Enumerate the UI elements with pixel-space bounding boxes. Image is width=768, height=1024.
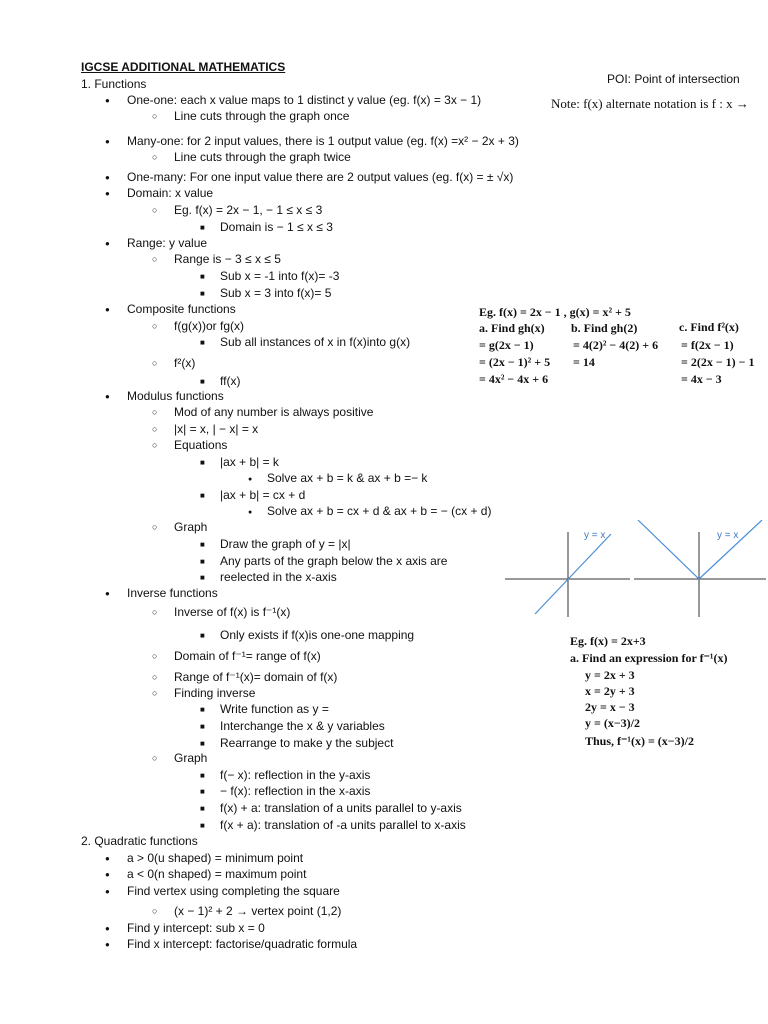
composite-given: Eg. f(x) = 2x − 1 , g(x) = x² + 5 <box>479 305 631 319</box>
outline-item: ■ Sub x = -1 into f(x)= -3 <box>220 269 339 284</box>
outline-item: ● Solve ax + b = k & ax + b =− k <box>267 471 427 486</box>
outline-item: ● Range: y value <box>127 236 207 251</box>
section-heading: 2. Quadratic functions <box>81 834 198 848</box>
composite-c-line: = f(2x − 1) <box>681 338 734 352</box>
outline-item: ○ Finding inverse <box>174 686 255 701</box>
outline-item: ■ Sub all instances of x in f(x)into g(x) <box>220 335 410 350</box>
outline-item: ○ Graph <box>174 520 207 535</box>
outline-item: ○ f(g(x))or fg(x) <box>174 319 244 334</box>
outline-item: ■ Sub x = 3 into f(x)= 5 <box>220 286 331 301</box>
composite-a-line: = 4x² − 4x + 6 <box>479 372 549 386</box>
outline-item: ● a > 0(u shaped) = minimum point <box>127 851 303 866</box>
composite-c-line: = 4x − 3 <box>681 372 722 386</box>
outline-item: ● Domain: x value <box>127 186 213 201</box>
outline-item: ● Modulus functions <box>127 389 224 404</box>
composite-b-head: b. Find gh(2) <box>571 321 638 335</box>
outline-item: ● a < 0(n shaped) = maximum point <box>127 867 306 882</box>
outline-item: ● One-one: each x value maps to 1 distinct y value (eg. f(x) = 3x − 1) <box>127 93 481 108</box>
composite-a-line: = g(2x − 1) <box>479 338 534 352</box>
inverse-task: a. Find an expression for f⁻¹(x) <box>570 651 728 665</box>
inverse-step: y = 2x + 3 <box>585 668 635 682</box>
outline-item: ■ reelected in the x-axis <box>220 570 337 585</box>
inverse-given: Eg. f(x) = 2x+3 <box>570 634 646 648</box>
outline-item: ○ Inverse of f(x) is f⁻¹(x) <box>174 605 290 620</box>
outline-item: ● Find x intercept: factorise/quadratic formula <box>127 937 357 952</box>
composite-c-line: = 2(2x − 1) − 1 <box>681 355 755 369</box>
section-heading: 1. Functions <box>81 77 147 91</box>
composite-b-line: = 14 <box>573 355 595 369</box>
outline-item: ■ Only exists if f(x)is one-one mapping <box>220 628 414 643</box>
outline-item: ■ f(− x): reflection in the y-axis <box>220 768 370 783</box>
outline-item: ○ Line cuts through the graph twice <box>174 150 351 165</box>
composite-a-head: a. Find gh(x) <box>479 321 545 335</box>
outline-item: ○ f²(x) <box>174 356 195 371</box>
outline-item: ● One-many: For one input value there are 2 output values (eg. f(x) = ± √x) <box>127 170 513 185</box>
outline-item: ■ f(x + a): translation of -a units parallel to x-axis <box>220 818 466 833</box>
composite-a-line: = (2x − 1)² + 5 <box>479 355 551 369</box>
outline-item: ● Many-one: for 2 input values, there is 1 output value (eg. f(x) =x² − 2x + 3) <box>127 134 519 149</box>
outline-item: ■ Any parts of the graph below the x axis are <box>220 554 447 569</box>
outline-item: ■ f(x) + a: translation of a units parallel to y-axis <box>220 801 462 816</box>
page-title: IGCSE ADDITIONAL MATHEMATICS <box>81 60 286 74</box>
outline-item: ■ Rearrange to make y the subject <box>220 736 393 751</box>
outline-item: ■ Write function as y = <box>220 702 329 717</box>
outline-item: ○ Range of f⁻¹(x)= domain of f(x) <box>174 670 337 685</box>
outline-item: ○ Domain of f⁻¹= range of f(x) <box>174 649 321 664</box>
outline-item: ■ |ax + b| = k <box>220 455 279 470</box>
modulus-graphs <box>500 520 768 620</box>
left-graph-label: y = x <box>584 530 606 541</box>
right-line-abs-x <box>638 520 762 579</box>
outline-item: ○ (x − 1)² + 2 → vertex point (1,2) <box>174 904 341 919</box>
outline-item: ■ ff(x) <box>220 374 240 389</box>
notation-note: Note: f(x) alternate notation is f : x → <box>551 96 749 111</box>
right-graph-label: y = x <box>717 530 739 541</box>
composite-c-head: c. Find f²(x) <box>679 320 739 334</box>
outline-item: ■ Domain is − 1 ≤ x ≤ 3 <box>220 220 333 235</box>
outline-item: ● Composite functions <box>127 302 236 317</box>
outline-item: ● Solve ax + b = cx + d & ax + b = − (cx + d) <box>267 504 491 519</box>
outline-item: ○ Range is − 3 ≤ x ≤ 5 <box>174 252 281 267</box>
inverse-step: x = 2y + 3 <box>585 684 635 698</box>
outline-item: ■ − f(x): reflection in the x-axis <box>220 784 370 799</box>
outline-item: ● Inverse functions <box>127 586 218 601</box>
outline-item: ■ |ax + b| = cx + d <box>220 488 305 503</box>
outline-item: ○ Graph <box>174 751 207 766</box>
outline-item: ● Find y intercept: sub x = 0 <box>127 921 265 936</box>
outline-item: ○ Equations <box>174 438 227 453</box>
poi-note: POI: Point of intersection <box>607 72 740 86</box>
outline-item: ○ Eg. f(x) = 2x − 1, − 1 ≤ x ≤ 3 <box>174 203 322 218</box>
inverse-step: y = (x−3)/2 <box>585 716 641 730</box>
outline-item: ○ |x| = x, | − x| = x <box>174 422 258 437</box>
outline-item: ■ Interchange the x & y variables <box>220 719 385 734</box>
outline-item: ■ Draw the graph of y = |x| <box>220 537 351 552</box>
outline-item: ○ Mod of any number is always positive <box>174 405 373 420</box>
inverse-step: 2y = x − 3 <box>585 700 635 714</box>
composite-b-line: = 4(2)² − 4(2) + 6 <box>573 338 659 352</box>
inverse-result: Thus, f⁻¹(x) = (x−3)/2 <box>585 734 694 748</box>
outline-item: ● Find vertex using completing the square <box>127 884 340 899</box>
outline-item: ○ Line cuts through the graph once <box>174 109 349 124</box>
left-line-y-eq-x <box>535 534 611 614</box>
